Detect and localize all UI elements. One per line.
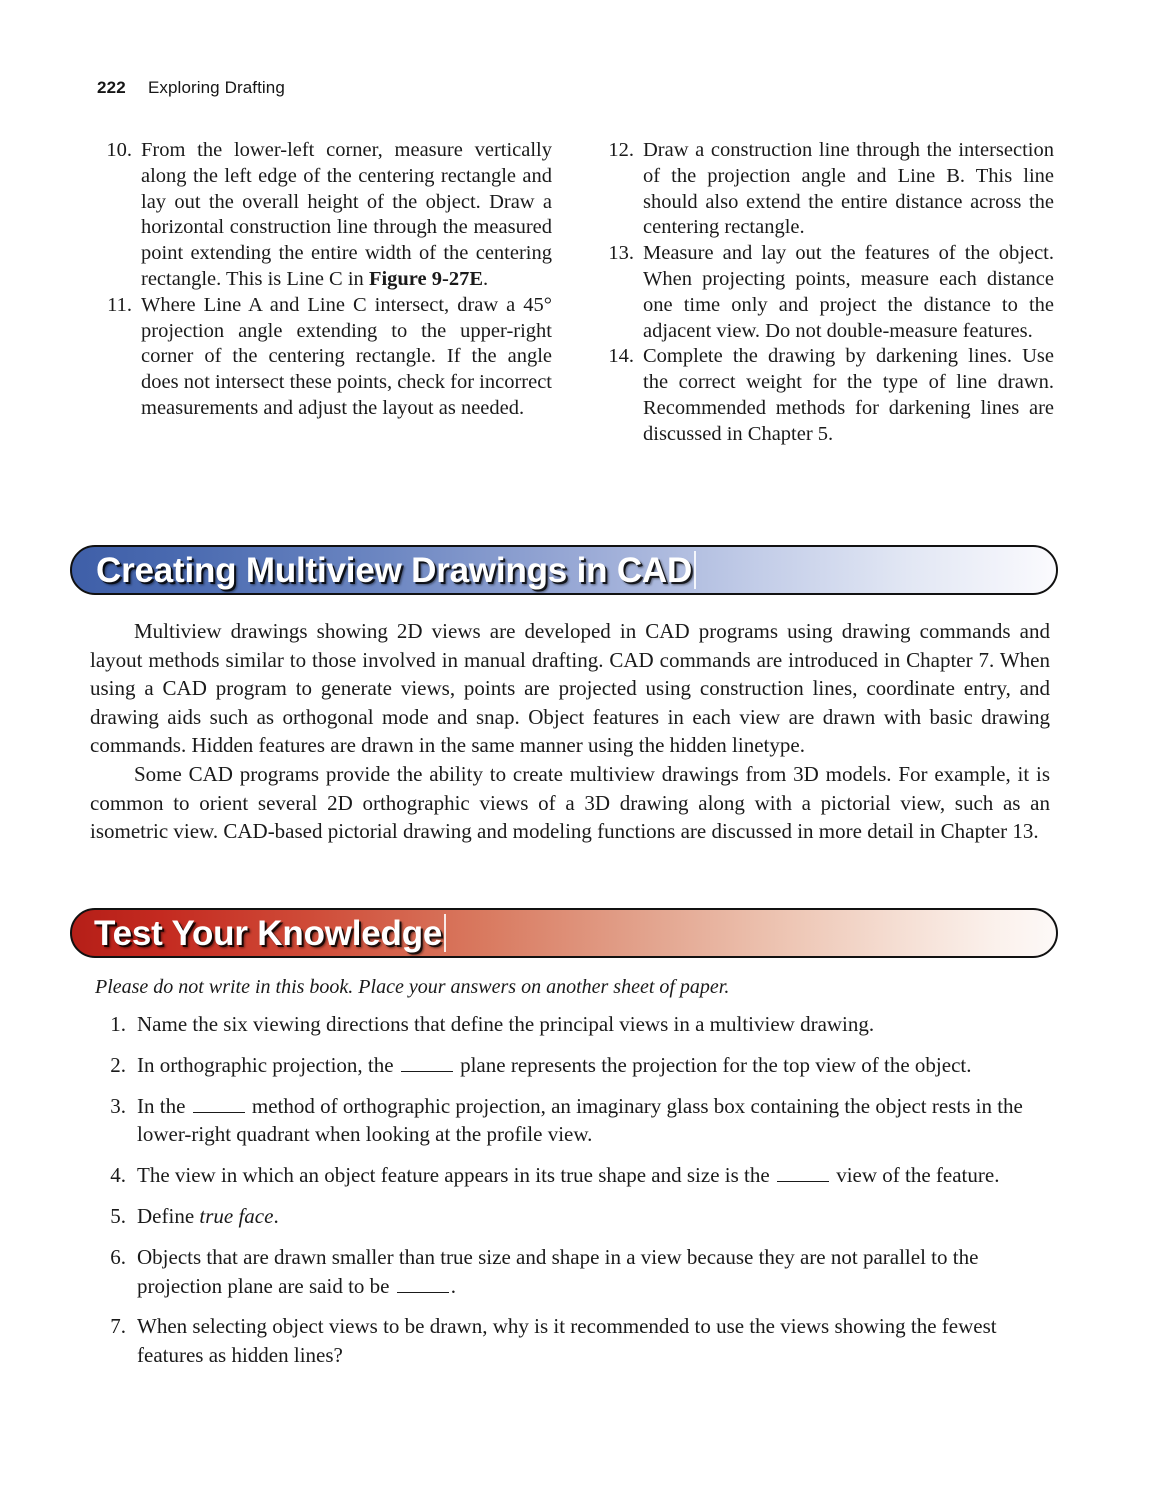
steps-column-right xyxy=(596,138,1054,448)
steps-list-right xyxy=(596,138,1054,448)
questions-list xyxy=(97,1010,1047,1370)
procedure-steps xyxy=(94,138,1054,448)
cad-section-body xyxy=(90,617,1050,846)
question-item xyxy=(97,1161,1047,1190)
question-number: 4. xyxy=(110,1163,126,1188)
step-text xyxy=(141,138,552,293)
fill-in-blank xyxy=(777,1166,829,1182)
step-text: Complete the drawing by darkening lines. Use the correct weight for the type of line drawn. Recommended methods for darkening lines are discussed in Chapter 5. xyxy=(643,345,1054,445)
question-number: 7. xyxy=(110,1314,126,1339)
emphasized-term: true face xyxy=(199,1203,274,1228)
step-item xyxy=(596,138,1054,241)
step-number: 10. xyxy=(106,139,132,161)
question-item xyxy=(97,1243,1047,1301)
question-text: In orthographic projection, the plane represents the projection for the top view of the object. xyxy=(137,1052,972,1077)
step-text-part: . xyxy=(483,267,489,290)
question-item xyxy=(97,1312,1047,1370)
section-banner-test-your-knowledge xyxy=(70,908,1058,958)
test-instruction-line: Please do not write in this book. Place your answers on another sheet of paper. xyxy=(95,976,730,998)
step-number: 12. xyxy=(608,139,634,161)
paragraph xyxy=(90,760,1050,846)
steps-list-left xyxy=(94,138,552,422)
fill-in-blank xyxy=(401,1056,453,1072)
step-item xyxy=(94,293,552,422)
step-item xyxy=(596,344,1054,447)
step-item xyxy=(94,138,552,293)
paragraph-text: Multiview drawings showing 2D views are developed in CAD programs using drawing commands and layout methods similar to those involved in manual drafting. CAD commands are introduced in Chapter 7. When using a CAD program to generate views, points are projected using construction lines, coordinate entry, and drawing aids such as orthogonal mode and snap. Object features in each view are drawn with basic drawing commands. Hidden features are drawn in the same manner using the hidden linetype. xyxy=(90,619,1050,758)
step-item xyxy=(596,241,1054,344)
step-text: Where Line A and Line C intersect, draw a 45° projection angle extending to the upper-right corner of the centering rectangle. If the angle does not intersect these points, check for incorrect measurements and adjust the layout as needed. xyxy=(141,293,552,419)
question-number: 2. xyxy=(110,1052,126,1077)
banner-title-band xyxy=(96,548,696,592)
step-text-part: From the lower-left corner, measure vertically along the left edge of the centering rectangle and lay out the overall height of the object. Draw a horizontal construction line through the measured point extending the entire width of the centering rectangle. This is Line C in xyxy=(141,139,552,290)
banner-title-band xyxy=(94,911,446,955)
question-number: 5. xyxy=(110,1203,126,1228)
step-number: 11. xyxy=(107,293,132,316)
question-text: Define true face. xyxy=(137,1203,279,1228)
page-number: 222 xyxy=(97,78,126,97)
section-heading-test-your-knowledge: Test Your Knowledge xyxy=(94,913,443,953)
question-number: 3. xyxy=(110,1093,126,1118)
question-text: Objects that are drawn smaller than true size and shape in a view because they are not parallel to the projection plane are said to be . xyxy=(137,1244,979,1298)
question-item xyxy=(97,1051,1047,1080)
book-title: Exploring Drafting xyxy=(147,78,285,97)
question-text: Name the six viewing directions that define the principal views in a multiview drawing. xyxy=(137,1012,875,1036)
question-text: In the method of orthographic projection, an imaginary glass box containing the object rests in the lower-right quadrant when looking at the profile view. xyxy=(137,1093,1023,1147)
question-text: The view in which an object feature appears in its true shape and size is the view of the feature. xyxy=(137,1163,1000,1188)
section-heading-cad: Creating Multiview Drawings in CAD xyxy=(96,550,693,590)
question-item xyxy=(97,1092,1047,1150)
question-number: 6. xyxy=(110,1244,126,1269)
paragraph xyxy=(90,617,1050,760)
question-number: 1. xyxy=(110,1012,126,1036)
running-head xyxy=(97,78,285,98)
step-number: 14. xyxy=(608,345,634,368)
banner-end-rule xyxy=(444,914,446,952)
test-questions xyxy=(97,1010,1047,1382)
question-item xyxy=(97,1202,1047,1231)
step-number: 13. xyxy=(608,242,634,265)
question-item xyxy=(97,1010,1047,1039)
fill-in-blank xyxy=(193,1097,245,1113)
banner-end-rule xyxy=(694,551,696,589)
figure-reference: Figure 9-27E xyxy=(368,267,484,290)
question-text: When selecting object views to be drawn, why is it recommended to use the views showing the fewest features as hidden lines? xyxy=(137,1314,997,1368)
fill-in-blank xyxy=(397,1277,449,1293)
step-text: Measure and lay out the features of the object. When projecting points, measure each distance one time only and project the distance to the adjacent view. Do not double-measure features. xyxy=(643,242,1054,342)
steps-column-left xyxy=(94,138,552,448)
paragraph-text: Some CAD programs provide the ability to create multiview drawings from 3D models. For example, it is common to orient several 2D orthographic views of a 3D drawing along with a pictorial view, such as an isometric view. CAD-based pictorial drawing and modeling functions are discussed in more detail in Chapter 13. xyxy=(90,761,1050,844)
step-text: Draw a construction line through the intersection of the projection angle and Line B. This line should also extend the entire distance across the centering rectangle. xyxy=(643,139,1054,239)
section-banner-cad xyxy=(70,545,1058,595)
